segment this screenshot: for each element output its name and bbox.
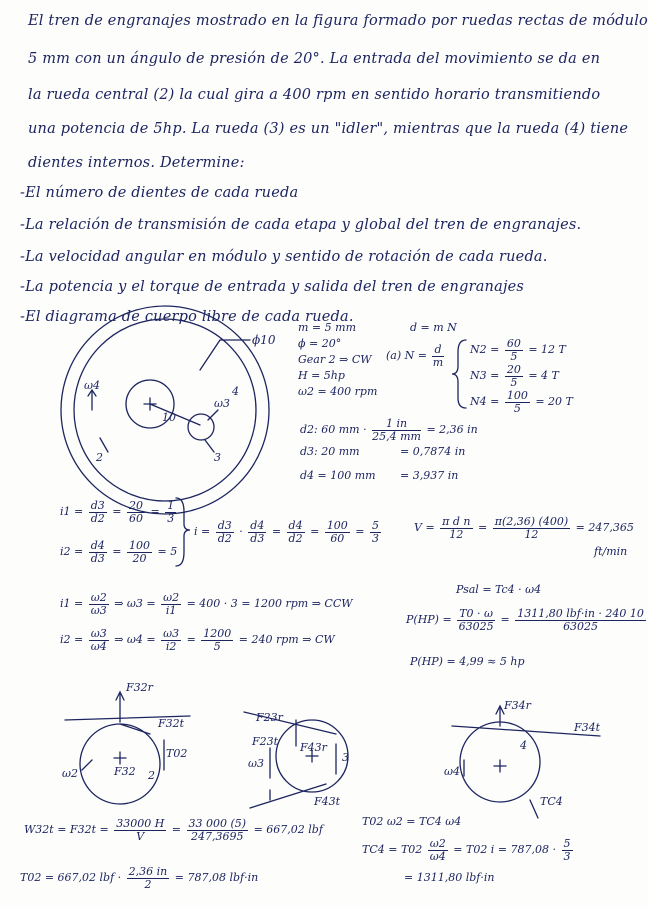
problem-line-4: una potencia de 5hp. La rueda (3) es un "idler", mientras que la rueda (4) tiene <box>28 121 629 137</box>
omega-4: i2 = $\frac{\omega 3}{\omega 4}$ ⇒ ω4 = $\frac{\omega 3}{i2}$ = $\frac{1200}{5}$ = 240 rpm ⇒ CW <box>60 627 335 653</box>
fbd-g3-ft: F34t <box>574 721 601 734</box>
given-pressure-angle: ϕ = 20° <box>298 337 342 350</box>
given-speed: ω2 = 400 rpm <box>298 385 378 398</box>
problem-item-2: -La relación de transmisión de cada etapa y global del tren de engranajes. <box>20 217 582 233</box>
pitch-velocity-unit: ft/min <box>594 545 628 558</box>
diameter-d3: d3: 20 mm <box>300 445 360 458</box>
problem-line-2: 5 mm con un ángulo de presión de 20°. La entrada del movimiento se da en <box>28 51 601 67</box>
fbd-g3-n: 4 <box>520 739 527 752</box>
fbd-g1-n: 2 <box>148 769 155 782</box>
given-module: m = 5 mm <box>298 321 356 334</box>
ratio-i1: i1 = $\frac{d3}{d2}$ = $\frac{20}{60}$ = $\frac{1}{3}$ <box>60 499 175 525</box>
ratio-global: i = $\frac{d3}{d2}$ · $\frac{d4}{d3}$ = $\frac{d4}{d2}$ = $\frac{100}{60}$ = $\frac{5}{3}$ <box>194 519 380 545</box>
fbd-gear-4-t-arrow <box>530 800 538 818</box>
teeth-row-n3: N3 = $\frac{20}{5}$ = 4 T <box>470 363 559 389</box>
label-gear-4: 4 <box>232 385 239 398</box>
ratio-i2: i2 = $\frac{d4}{d3}$ = $\frac{100}{20}$ = 5 <box>60 539 178 565</box>
torque-tc4: TC4 = T02 $\frac{\omega 2}{\omega 4}$ = T02 i = 787,08 · $\frac{5}{3}$ <box>362 837 571 863</box>
diameter-d3-in: = 0,7874 in <box>400 445 466 458</box>
fbd-g2-f43: F43r <box>300 741 327 754</box>
diameter-d4: d4 = 100 mm <box>300 469 376 482</box>
diameter-d4-in: = 3,937 in <box>400 469 459 482</box>
teeth-formula: d = m N <box>410 321 457 334</box>
fbd-g2-fr: F23r <box>256 711 283 724</box>
fbd-g2-w: ω3 <box>248 757 264 770</box>
fbd-g2-ft: F23t <box>252 735 279 748</box>
fbd-g3-w: ω4 <box>444 765 460 778</box>
problem-item-5: -El diagrama de cuerpo libre de cada rueda. <box>20 309 354 325</box>
given-power: H = 5hp <box>298 369 345 382</box>
label-radius-10: 10 <box>162 411 176 424</box>
fbd-g1-ft: F32t <box>158 717 185 730</box>
diameter-d2: d2: 60 mm · $\frac{1 in}{25,4 mm}$ = 2,36 in <box>300 417 478 443</box>
teeth-row-n4: N4 = $\frac{100}{5}$ = 20 T <box>470 389 573 415</box>
label-gear-3: 3 <box>214 451 221 464</box>
fbd-gear-2-w-arrow <box>82 760 92 770</box>
problem-item-3: -La velocidad angular en módulo y sentido de rotación de cada rueda. <box>20 249 548 265</box>
omega-3: i1 = $\frac{\omega 2}{\omega 3}$ ⇒ ω3 = $\frac{\omega 2}{i1}$ = 400 · 3 = 1200 rpm ⇒ CCW <box>60 591 353 617</box>
problem-item-4: -La potencia y el torque de entrada y salida del tren de engranajes <box>20 279 525 295</box>
label-phi10: ϕ10 <box>252 333 276 347</box>
label-gear-2: 2 <box>96 451 103 464</box>
pitch-velocity: V = $\frac{\text{π d n}}{12}$ = $\frac{\pi(2,36) (400)}{12}$ = 247,365 <box>414 515 634 541</box>
torque-t02: T02 = 667,02 lbf · $\frac{2,36 in}{2}$ = 787,08 lbf·in <box>20 865 259 891</box>
label-w4: ω4 <box>84 379 100 392</box>
problem-line-1: El tren de engranajes mostrado en la figura formado por ruedas rectas de módulo <box>28 13 648 29</box>
power-result: P(HP) = 4,99 ≈ 5 hp <box>410 655 525 668</box>
fbd-g2-n: 3 <box>342 751 349 764</box>
problem-line-5: dientes internos. Determine: <box>28 155 245 171</box>
fbd-g3-fr: F34r <box>504 699 531 712</box>
fbd-g1-fr: F32r <box>126 681 153 694</box>
torque-balance: T02 ω2 = TC4 ω4 <box>362 815 462 828</box>
fbd-g3-t: TC4 <box>540 795 563 808</box>
teeth-row-n2: N2 = $\frac{60}{5}$ = 12 T <box>470 337 566 363</box>
fbd-g1-t: T02 <box>166 747 188 760</box>
torque-tc4-result: = 1311,80 lbf·in <box>404 871 495 884</box>
problem-line-3: la rueda central (2) la cual gira a 400 rpm en sentido horario transmitiendo <box>28 87 601 103</box>
label-w3: ω3 <box>214 397 230 410</box>
problem-item-1: -El número de dientes de cada rueda <box>20 185 299 201</box>
tangential-force-eq: W32t = F32t = $\frac{33000 H}{V}$ = $\frac{33 000 (5)}{247,3695}$ = 667,02 lbf <box>24 817 323 843</box>
fbd-g1-w: ω2 <box>62 767 78 780</box>
given-gear2-dir: Gear 2 ⇒ CW <box>298 353 372 366</box>
teeth-formula-inverse: (a) N = $\frac{d}{m}$ <box>386 343 444 369</box>
power-hp-eq: P(HP) = $\frac{T0 \cdot \omega}{63025}$ = $\frac{\text{1311,80 lbf·in · 240 10}}{63025}$ <box>406 607 644 633</box>
fbd-gear-2-ft-line <box>120 724 150 734</box>
fbd-g1-f2: F32 <box>114 765 136 778</box>
power-output-eq: Psal = Tc4 · ω4 <box>456 583 542 596</box>
fbd-g2-ft43: F43t <box>314 795 341 808</box>
